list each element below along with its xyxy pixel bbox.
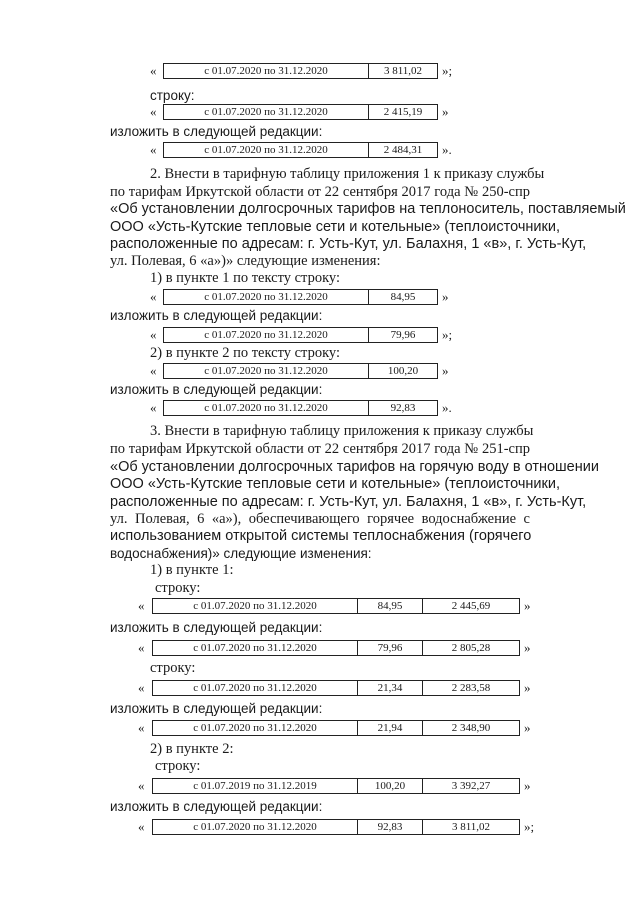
period-cell: с 01.07.2020 по 31.12.2020	[204, 329, 328, 341]
close-quote: »	[442, 289, 449, 304]
tariff-row	[163, 400, 438, 416]
close-quote: ».	[442, 400, 452, 415]
open-quote: «	[150, 104, 157, 119]
paragraph-line: 2. Внести в тарифную таблицу приложения 1 к приказу службы	[150, 166, 545, 182]
close-quote: »;	[442, 327, 453, 342]
period-cell: с 01.07.2019 по 31.12.2019	[193, 780, 317, 792]
text-line: строку:	[155, 758, 201, 774]
value-cell: 3 392,27	[422, 779, 519, 793]
value-cell: 84,95	[368, 290, 437, 304]
value-cell: 100,20	[357, 779, 422, 793]
period-cell: с 01.07.2020 по 31.12.2020	[204, 365, 328, 377]
text-line: изложить в следующей редакции:	[110, 308, 323, 323]
paragraph-line: «Об установлении долгосрочных тарифов на горячую воду в отношении	[110, 459, 599, 475]
value-cell: 2 805,28	[422, 641, 519, 655]
paragraph-line: ООО «Усть-Кутские тепловые сети и котельные» (теплоисточники,	[110, 219, 560, 235]
tariff-row	[152, 680, 520, 696]
period-cell: с 01.07.2020 по 31.12.2020	[193, 600, 317, 612]
paragraph-line: ул. Полевая, 6 «а»)» следующие изменения:	[110, 253, 381, 269]
open-quote: «	[150, 142, 157, 157]
close-quote: »	[442, 104, 449, 119]
text-line: изложить в следующей редакции:	[110, 382, 323, 397]
close-quote: »;	[442, 63, 453, 78]
value-cell: 100,20	[368, 364, 437, 378]
value-cell: 92,83	[368, 401, 437, 415]
period-cell: с 01.07.2020 по 31.12.2020	[204, 106, 328, 118]
tariff-row	[163, 363, 438, 379]
close-quote: »	[442, 363, 449, 378]
tariff-row	[163, 142, 438, 158]
text-line: изложить в следующей редакции:	[110, 701, 323, 716]
open-quote: «	[138, 819, 145, 834]
value-cell: 2 348,90	[422, 721, 519, 735]
value-cell: 79,96	[368, 328, 437, 342]
text-line: 2) в пункте 2 по тексту строку:	[150, 345, 340, 361]
tariff-row	[152, 598, 520, 614]
close-quote: »	[524, 720, 531, 735]
close-quote: »	[524, 598, 531, 613]
open-quote: «	[150, 363, 157, 378]
tariff-row	[163, 289, 438, 305]
value-cell: 79,96	[357, 641, 422, 655]
text-line: строку:	[150, 88, 195, 103]
tariff-row	[152, 778, 520, 794]
paragraph-line: 3. Внести в тарифную таблицу приложения к приказу службы	[150, 423, 534, 439]
value-cell: 2 415,19	[368, 105, 437, 119]
period-cell: с 01.07.2020 по 31.12.2020	[193, 821, 317, 833]
text-line: 2) в пункте 2:	[150, 741, 234, 757]
close-quote: »	[524, 778, 531, 793]
tariff-row	[163, 63, 438, 79]
value-cell: 84,95	[357, 599, 422, 613]
text-line: строку:	[155, 580, 201, 596]
tariff-row	[152, 720, 520, 736]
value-cell: 2 484,31	[368, 143, 437, 157]
text-line: 1) в пункте 1 по тексту строку:	[150, 270, 340, 286]
period-cell: с 01.07.2020 по 31.12.2020	[193, 642, 317, 654]
value-cell: 21,94	[357, 721, 422, 735]
open-quote: «	[138, 720, 145, 735]
text-line: изложить в следующей редакции:	[110, 124, 323, 139]
text-line: 1) в пункте 1:	[150, 562, 234, 578]
period-cell: с 01.07.2020 по 31.12.2020	[204, 65, 328, 77]
period-cell: с 01.07.2020 по 31.12.2020	[193, 682, 317, 694]
paragraph-line: использованием открытой системы теплоснабжения (горячего	[110, 528, 532, 544]
paragraph-line: расположенные по адресам: г. Усть-Кут, ул. Балахня, 1 «в», г. Усть-Кут,	[110, 494, 587, 510]
tariff-row	[163, 327, 438, 343]
open-quote: «	[150, 63, 157, 78]
period-cell: с 01.07.2020 по 31.12.2020	[204, 144, 328, 156]
tariff-row	[163, 104, 438, 120]
text-line: изложить в следующей редакции:	[110, 799, 323, 814]
period-cell: с 01.07.2020 по 31.12.2020	[204, 402, 328, 414]
close-quote: »;	[524, 819, 535, 834]
paragraph-line: расположенные по адресам: г. Усть-Кут, ул. Балахня, 1 «в», г. Усть-Кут,	[110, 236, 587, 252]
text-line: строку:	[150, 660, 196, 676]
period-cell: с 01.07.2020 по 31.12.2020	[193, 722, 317, 734]
value-cell: 92,83	[357, 820, 422, 834]
close-quote: »	[524, 680, 531, 695]
value-cell: 3 811,02	[422, 820, 519, 834]
value-cell: 2 283,58	[422, 681, 519, 695]
open-quote: «	[150, 289, 157, 304]
close-quote: ».	[442, 142, 452, 157]
open-quote: «	[138, 778, 145, 793]
open-quote: «	[150, 400, 157, 415]
value-cell: 2 445,69	[422, 599, 519, 613]
paragraph-line: водоснабжения)» следующие изменения:	[110, 546, 372, 561]
paragraph-line: «Об установлении долгосрочных тарифов на теплоноситель, поставляемый	[110, 201, 626, 217]
text-line: изложить в следующей редакции:	[110, 620, 323, 635]
period-cell: с 01.07.2020 по 31.12.2020	[204, 291, 328, 303]
value-cell: 21,34	[357, 681, 422, 695]
open-quote: «	[138, 598, 145, 613]
open-quote: «	[150, 327, 157, 342]
close-quote: »	[524, 640, 531, 655]
paragraph-line: ООО «Усть-Кутские тепловые сети и котельные» (теплоисточники,	[110, 476, 560, 492]
open-quote: «	[138, 680, 145, 695]
paragraph-line: по тарифам Иркутской области от 22 сентября 2017 года № 251-спр	[110, 441, 530, 457]
value-cell: 3 811,02	[368, 64, 437, 78]
open-quote: «	[138, 640, 145, 655]
tariff-row	[152, 819, 520, 835]
paragraph-line: по тарифам Иркутской области от 22 сентября 2017 года № 250-спр	[110, 184, 530, 200]
tariff-row	[152, 640, 520, 656]
paragraph-line: ул. Полевая, 6 «а»), обеспечивающего горячее водоснабжение с	[110, 511, 530, 527]
